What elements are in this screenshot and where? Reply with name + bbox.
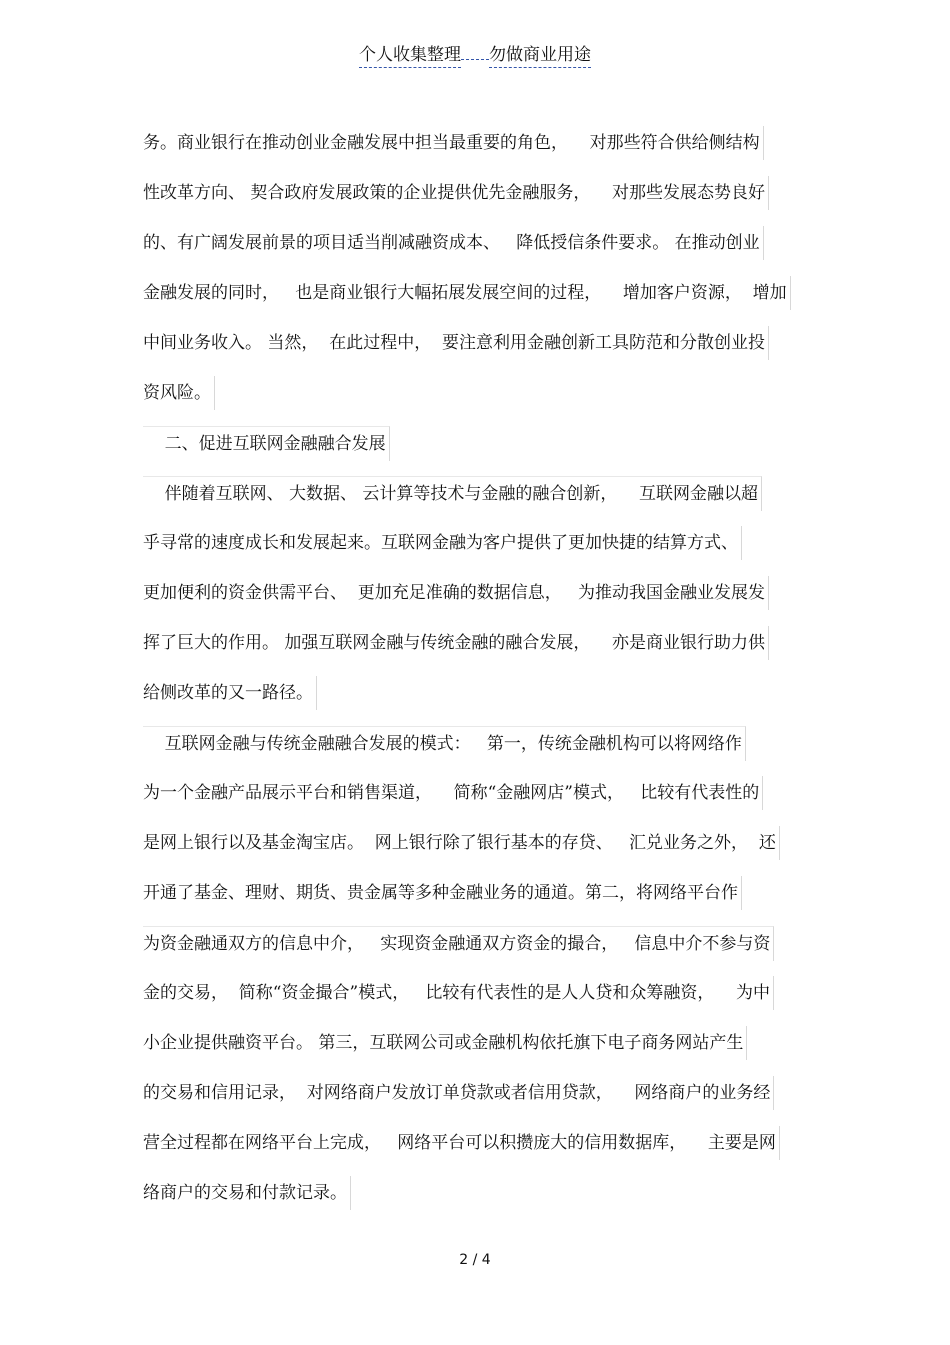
text-line: 伴随着互联网、 大数据、 云计算等技术与金融的融合创新， 互联网金融以超 bbox=[143, 476, 762, 511]
text-line: 资风险。 bbox=[143, 376, 215, 410]
header-left-text: 个人收集整理 bbox=[359, 45, 461, 68]
text-line: 小企业提供融资平台。 第三，互联网公司或金融机构依托旗下电子商务网站产生 bbox=[143, 1026, 747, 1060]
text-line: 互联网金融与传统金融融合发展的模式： 第一，传统金融机构可以将网络作 bbox=[143, 726, 746, 761]
header-right-text: 勿做商业用途 bbox=[489, 45, 591, 68]
text-line: 为资金融通双方的信息中介， 实现资金融通双方资金的撮合， 信息中介不参与资 bbox=[143, 926, 774, 961]
page-number: 2 / 4 bbox=[459, 1252, 491, 1268]
text-line: 二、促进互联网金融融合发展 bbox=[143, 426, 390, 461]
text-line: 给侧改革的又一路径。 bbox=[143, 676, 317, 710]
text-line: 更加便利的资金供需平台、 更加充足准确的数据信息， 为推动我国金融业发展发 bbox=[143, 576, 769, 610]
text-line: 乎寻常的速度成长和发展起来。互联网金融为客户提供了更加快捷的结算方式、 bbox=[143, 526, 742, 560]
text-line: 的交易和信用记录， 对网络商户发放订单贷款或者信用贷款， 网络商户的业务经 bbox=[143, 1076, 774, 1110]
text-line: 的、有广阔发展前景的项目适当削减融资成本、 降低授信条件要求。 在推动创业 bbox=[143, 226, 764, 260]
text-line: 性改革方向、 契合政府发展政策的企业提供优先金融服务， 对那些发展态势良好 bbox=[143, 176, 769, 210]
text-line: 金融发展的同时， 也是商业银行大幅拓展发展空间的过程， 增加客户资源， 增加 bbox=[143, 276, 791, 310]
text-line: 营全过程都在网络平台上完成， 网络平台可以积攒庞大的信用数据库， 主要是网 bbox=[143, 1126, 780, 1160]
header-gap bbox=[461, 57, 489, 60]
text-line: 中间业务收入。 当然， 在此过程中， 要注意利用金融创新工具防范和分散创业投 bbox=[143, 326, 769, 360]
text-line: 是网上银行以及基金淘宝店。 网上银行除了银行基本的存贷、 汇兑业务之外， 还 bbox=[143, 826, 780, 860]
text-line: 络商户的交易和付款记录。 bbox=[143, 1176, 351, 1210]
text-line: 挥了巨大的作用。 加强互联网金融与传统金融的融合发展， 亦是商业银行助力供 bbox=[143, 626, 769, 660]
page-header bbox=[0, 40, 950, 65]
text-line: 金的交易， 简称“资金撮合”模式， 比较有代表性的是人人贷和众筹融资， 为中 bbox=[143, 976, 774, 1010]
text-line: 开通了基金、理财、期货、贵金属等多种金融业务的通道。第二，将网络平台作 bbox=[143, 876, 742, 910]
text-line: 务。商业银行在推动创业金融发展中担当最重要的角色， 对那些符合供给侧结构 bbox=[143, 126, 764, 160]
text-line: 为一个金融产品展示平台和销售渠道， 简称“金融网店”模式， 比较有代表性的 bbox=[143, 776, 763, 810]
